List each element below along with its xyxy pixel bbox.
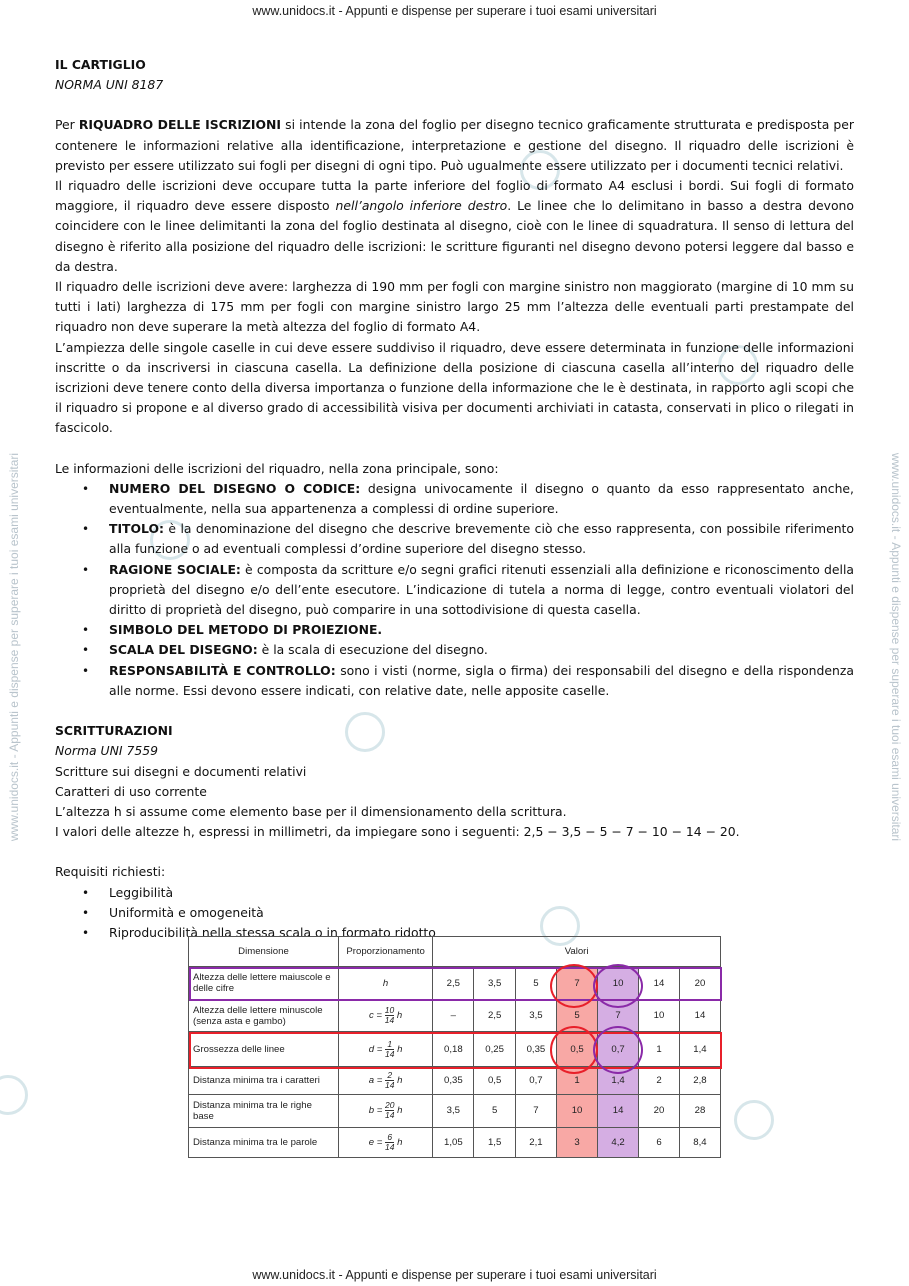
text-line: Scritture sui disegni e documenti relativi [55, 763, 307, 779]
value-cell: 1 [639, 1032, 680, 1066]
fraction-denominator: 14 [384, 1048, 395, 1059]
dimension-cell: Altezza delle lettere minuscole (senza asta e gambo) [189, 999, 339, 1031]
paragraph-info-intro: Le informazioni delle iscrizioni del riquadro, nella zona principale, sono: [55, 460, 499, 476]
value-cell: 1,4 [598, 1066, 639, 1094]
value-cell: 2,5 [433, 967, 474, 999]
proportion-variable: b = [368, 1105, 383, 1117]
value-cell: 20 [679, 967, 720, 999]
footer-banner: www.unidocs.it - Appunti e dispense per superare i tuoi esami universitari [252, 1268, 657, 1282]
proportion-h: h [397, 1043, 403, 1055]
value-cell: 3,5 [433, 1095, 474, 1127]
sidebar-watermark-left: www.unidocs.it - Appunti e dispense per superare i tuoi esami universitari [7, 452, 21, 842]
proportion-variable: a = [368, 1074, 383, 1086]
value-cell: 0,35 [433, 1066, 474, 1094]
proportion-cell [338, 1032, 432, 1066]
value-cell: 10 [557, 1095, 598, 1127]
fraction-denominator: 14 [384, 1141, 395, 1152]
value-cell: 14 [639, 967, 680, 999]
value-cell: 0,5 [557, 1032, 598, 1066]
value-cell: 2 [639, 1066, 680, 1094]
value-cell: 10 [598, 967, 639, 999]
proportion-h: h [397, 1105, 403, 1117]
section-title-scritturazioni: SCRITTURAZIONI [55, 723, 173, 739]
value-cell: 1,5 [474, 1127, 515, 1157]
dimension-cell: Altezza delle lettere maiuscole e delle cifre [189, 967, 339, 999]
value-cell: 20 [639, 1095, 680, 1127]
paragraph-size: Il riquadro delle iscrizioni deve avere: larghezza di 190 mm per fogli con margine sinistro non maggiorato (margine di 10 mm su tutti i lati) larghezza di 175 mm per fogli con margine sinistro largo 25 mm l’altezza delle eventuali parti prestampate del riquadro non deve superare la metà altezza del foglio di formato A4. [55, 279, 854, 335]
table-row [189, 1032, 721, 1066]
table-row [189, 1127, 721, 1157]
list-item: • Riproducibilità nella stessa scala o in formato ridotto [55, 923, 854, 943]
value-cell: 1 [557, 1066, 598, 1094]
value-cell: 28 [679, 1095, 720, 1127]
value-cell: 2,5 [474, 999, 515, 1031]
section-norm-8187: NORMA UNI 8187 [55, 77, 164, 93]
list-item: • RAGIONE SOCIALE: è composta da scritture e/o segni grafici ritenuti essenziali alla definizione e riconoscimento della proprietà del disegno e/o dell’ente esecutore. L’indicazione di tutela a norma di legge, contro eventuali violatori del diritto di proprietà del disegno, può comparire in una sottodivisione di questa casella. [55, 560, 854, 621]
header-dimensione: Dimensione [189, 937, 339, 967]
value-cell: – [433, 999, 474, 1031]
value-cell: 1,05 [433, 1127, 474, 1157]
list-item: • NUMERO DEL DISEGNO O CODICE: designa univocamente il disegno o quanto da esso rappresentato anche, eventualmente, nella sua appartenenza a complessi di ordine superiore. [55, 479, 854, 519]
proportion-variable: d = [368, 1043, 383, 1055]
value-cell: 0,5 [474, 1066, 515, 1094]
value-cell: 2,8 [679, 1066, 720, 1094]
value-cell: 0,7 [598, 1032, 639, 1066]
watermark-logo-icon [734, 1100, 774, 1140]
table-row [189, 999, 721, 1031]
proportion-cell [338, 967, 432, 999]
section-title-cartiglio: IL CARTIGLIO [55, 57, 146, 72]
value-cell: 0,18 [433, 1032, 474, 1066]
proportion-cell [338, 1127, 432, 1157]
fraction-denominator: 14 [384, 1015, 395, 1026]
fraction-denominator: 14 [384, 1079, 395, 1090]
value-cell: 0,25 [474, 1032, 515, 1066]
proportion-cell [338, 1066, 432, 1094]
table-row [189, 1066, 721, 1094]
paragraph-position: Il riquadro delle iscrizioni deve occupare tutta la parte inferiore del foglio di formato A4 esclusi i bordi. Sui fogli di formato maggiore, il riquadro deve essere disposto nell’angolo inferiore destro. Le linee che lo delimitano in basso a destra devono coincidere con le linee delimitanti la zona del foglio destinata al disegno, cioè con le linee di squadratura. Il senso di lettura del disegno è riferito alla posizione del riquadro delle iscrizioni: le scritture figuranti nel disegno devono potersi leggere dal basso e da destra. [55, 178, 854, 274]
sidebar-watermark-right: www.unidocs.it - Appunti e dispense per superare i tuoi esami universitari [889, 452, 903, 842]
table-row [189, 1095, 721, 1127]
paragraph-definition: Per RIQUADRO DELLE ISCRIZIONI si intende la zona del foglio per disegno tecnico graficamente strutturata e predisposta per contenere le informazioni relative alla identificazione, interpretazione e gestione del disegno. Il riquadro delle iscrizioni è previsto per essere utilizzato sui fogli per disegni di ogni tipo. Può ugualmente essere utilizzato per i documenti tecnici relativi. [55, 117, 854, 173]
value-cell: 7 [515, 1095, 556, 1127]
fraction-numerator: 6 [385, 1133, 394, 1143]
value-cell: 0,35 [515, 1032, 556, 1066]
proportion-h: h [397, 1136, 403, 1148]
requirements-title: Requisiti richiesti: [55, 864, 166, 880]
paragraph-cells: L’ampiezza delle singole caselle in cui deve essere suddiviso il riquadro, deve essere determinata in funzione delle informazioni inscritte o da inscriversi in ciascuna casella. La definizione della posizione di ciascuna casella all’interno del riquadro delle iscrizioni deve tenere conto della diversa importanza o funzione della informazione che le è destinata, in rapporto agli scopi che il riquadro si propone e al diverso grado di accessibilità visiva per documenti archiviati in catasta, conservati in plico o rilegati in fascicolo. [55, 339, 854, 436]
watermark-logo-icon [0, 1075, 28, 1115]
proportion-variable: h [382, 977, 389, 989]
value-cell: 14 [679, 999, 720, 1031]
value-cell: 2,1 [515, 1127, 556, 1157]
proportion-h: h [396, 1010, 403, 1022]
value-cell: 6 [639, 1127, 680, 1157]
list-item: • SCALA DEL DISEGNO: è la scala di esecuzione del disegno. [55, 640, 854, 660]
value-cell: 14 [598, 1095, 639, 1127]
text-line: Caratteri di uso corrente [55, 783, 207, 799]
value-cell: 8,4 [679, 1127, 720, 1157]
fraction-denominator: 14 [384, 1110, 395, 1121]
list-item: • Uniformità e omogeneità [55, 903, 854, 923]
fraction-numerator: 1 [385, 1040, 394, 1050]
header-proporzionamento: Proporzionamento [338, 937, 432, 967]
value-cell: 4,2 [598, 1127, 639, 1157]
value-cell: 0,7 [515, 1066, 556, 1094]
list-item: • RESPONSABILITÀ E CONTROLLO: sono i visti (norme, sigla o firma) dei responsabili del disegno e della rispondenza alle norme. Essi devono essere indicati, con relative date, nelle apposite caselle. [55, 661, 854, 701]
value-cell: 7 [598, 999, 639, 1031]
proportion-h: h [397, 1074, 403, 1086]
fraction [385, 1006, 394, 1025]
dimensions-table [188, 936, 721, 1158]
fraction [385, 1071, 394, 1090]
fraction-numerator: 20 [384, 1100, 395, 1111]
value-cell: 3,5 [515, 999, 556, 1031]
document-body [55, 55, 854, 943]
fraction-numerator: 10 [384, 1005, 395, 1016]
text-line: I valori delle altezze h, espressi in millimetri, da impiegare sono i seguenti: 2,5 − 3,5 − 5 − 7 − 10 − 14 − 20. [55, 824, 740, 840]
dimension-cell: Grossezza delle linee [189, 1032, 339, 1066]
list-item: • Leggibilità [55, 883, 854, 903]
value-cell: 3,5 [474, 967, 515, 999]
dimension-cell: Distanza minima tra le righe base [189, 1095, 339, 1127]
list-item: • TITOLO: è la denominazione del disegno che descrive brevemente ciò che esso rappresenta, con possibile riferimento alla funzione o ad eventuali complessi d’ordine superiore del disegno stesso. [55, 519, 854, 559]
value-cell: 5 [515, 967, 556, 999]
text-line: L’altezza h si assume come elemento base per il dimensionamento della scrittura. [55, 803, 567, 819]
header-valori: Valori [433, 937, 721, 967]
requirements-list [55, 883, 854, 944]
value-cell: 1,4 [679, 1032, 720, 1066]
info-list [55, 479, 854, 701]
value-cell: 5 [474, 1095, 515, 1127]
proportion-cell [338, 999, 432, 1031]
value-cell: 7 [557, 967, 598, 999]
value-cell: 5 [557, 999, 598, 1031]
fraction [385, 1101, 394, 1120]
fraction [385, 1133, 394, 1152]
writing-dimensions-table [188, 936, 721, 1160]
fraction [385, 1040, 394, 1059]
list-item: • SIMBOLO DEL METODO DI PROIEZIONE. [55, 620, 854, 640]
table-header-row [189, 937, 721, 967]
table-row [189, 967, 721, 999]
dimension-cell: Distanza minima tra i caratteri [189, 1066, 339, 1094]
header-banner: www.unidocs.it - Appunti e dispense per superare i tuoi esami universitari [252, 4, 657, 18]
value-cell: 10 [639, 999, 680, 1031]
section-norm-7559: Norma UNI 7559 [55, 743, 159, 759]
fraction-numerator: 2 [385, 1071, 394, 1081]
proportion-cell [338, 1095, 432, 1127]
proportion-variable: c = [368, 1010, 383, 1022]
value-cell: 3 [557, 1127, 598, 1157]
dimension-cell: Distanza minima tra le parole [189, 1127, 339, 1157]
proportion-variable: e = [368, 1136, 383, 1148]
